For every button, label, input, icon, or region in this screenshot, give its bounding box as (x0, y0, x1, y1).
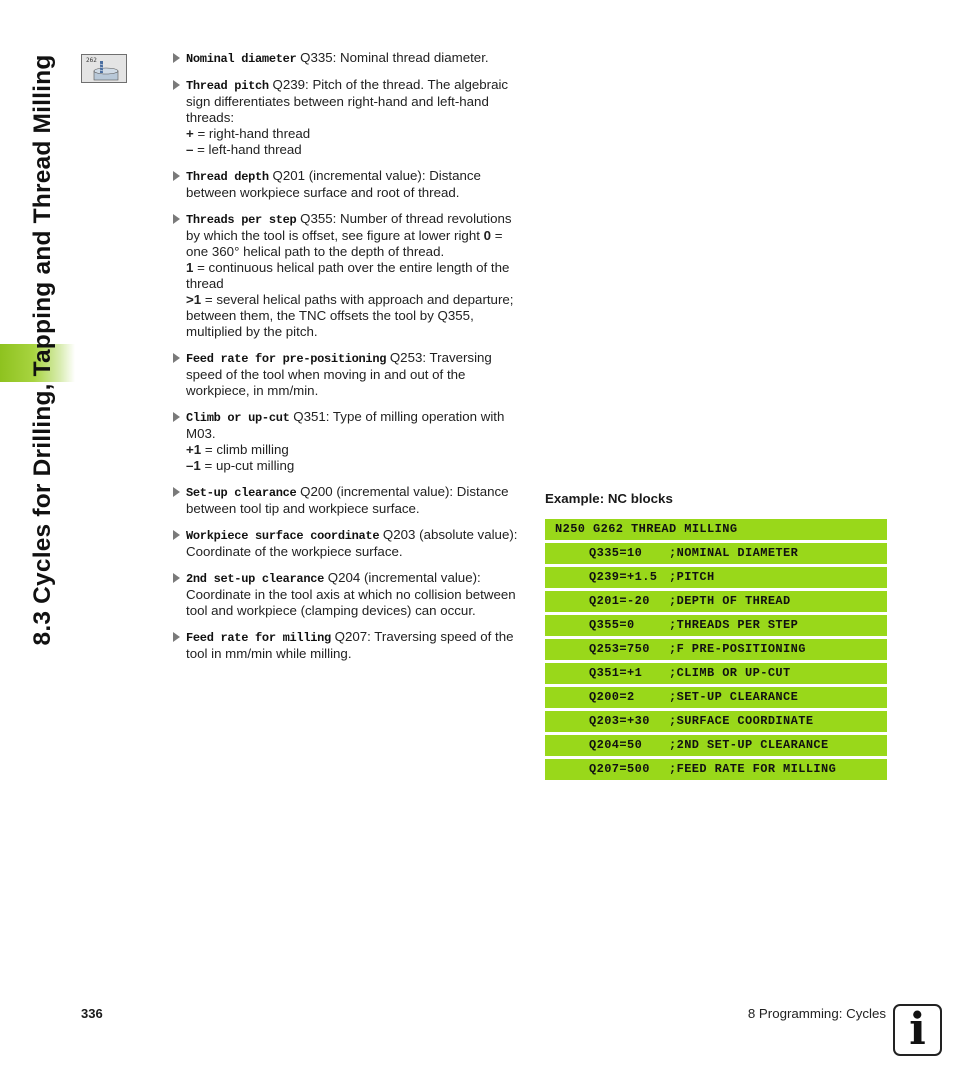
parameter-item (173, 77, 526, 158)
parameter-option (186, 458, 526, 474)
nc-param: Q351=+1 (589, 666, 643, 680)
nc-param: Q203=+30 (589, 714, 650, 728)
parameter-option (186, 442, 526, 458)
bullet-arrow-icon (173, 171, 180, 181)
page-number: 336 (81, 1006, 103, 1021)
parameter-item (173, 350, 526, 399)
option-value: – (186, 142, 194, 157)
nc-header-text: N250 G262 THREAD MILLING (555, 522, 738, 536)
nc-param: Q201=-20 (589, 594, 650, 608)
bullet-arrow-icon (173, 487, 180, 497)
parameter-list (173, 50, 526, 672)
nc-block-list (545, 519, 887, 783)
parameter-item (173, 527, 526, 560)
nc-block-row (545, 543, 887, 564)
nc-comment: ;FEED RATE FOR MILLING (669, 762, 837, 776)
parameter-option (186, 292, 526, 340)
bullet-arrow-icon (173, 214, 180, 224)
nc-block-row (545, 687, 887, 708)
parameter-name: Nominal diameter (186, 52, 297, 66)
parameter-name: Feed rate for milling (186, 631, 331, 645)
nc-header-row (545, 519, 887, 540)
nc-block-row (545, 663, 887, 684)
parameter-option (186, 126, 526, 142)
bullet-arrow-icon (173, 80, 180, 90)
nc-block-row (545, 615, 887, 636)
parameter-option (186, 142, 526, 158)
nc-block-row (545, 639, 887, 660)
bullet-arrow-icon (173, 412, 180, 422)
nc-param: Q355=0 (589, 618, 635, 632)
parameter-description: Q207: Traversing speed of the tool in mm/min while milling. (186, 629, 514, 661)
bullet-arrow-icon (173, 573, 180, 583)
option-value: + (186, 126, 194, 141)
thread-milling-icon (82, 55, 126, 82)
parameter-description: Q203 (absolute value): Coordinate of the workpiece surface. (186, 527, 518, 559)
bullet-arrow-icon (173, 632, 180, 642)
chapter-title: 8.3 Cycles for Drilling, Tapping and Thread Milling (29, 54, 56, 646)
nc-comment: ;NOMINAL DIAMETER (669, 546, 799, 560)
chapter-title-wrap (26, 30, 60, 670)
parameter-item (173, 629, 526, 662)
nc-comment: ;F PRE-POSITIONING (669, 642, 806, 656)
parameter-description: Q335: Nominal thread diameter. (296, 50, 489, 65)
option-value: +1 (186, 442, 202, 457)
option-text: = continuous helical path over the entire length of the thread (186, 260, 510, 291)
parameter-item (173, 50, 526, 67)
nc-param: Q253=750 (589, 642, 650, 656)
nc-block-row (545, 711, 887, 732)
cycle-icon-label: 262 (86, 57, 97, 64)
parameter-description: Q239: Pitch of the thread. The algebraic sign differentiates between right-hand and left-hand threads: (186, 77, 509, 125)
parameter-item (173, 484, 526, 517)
parameter-name: Thread pitch (186, 79, 269, 93)
parameter-name: Workpiece surface coordinate (186, 529, 380, 543)
parameter-name: Threads per step (186, 213, 297, 227)
nc-comment: ;PITCH (669, 570, 715, 584)
parameter-name: Thread depth (186, 170, 269, 184)
option-text: = right-hand thread (193, 126, 311, 141)
nc-block-row (545, 759, 887, 780)
parameter-description: Q351: Type of milling operation with M03. (186, 409, 505, 441)
nc-comment: ;DEPTH OF THREAD (669, 594, 791, 608)
nc-param: Q207=500 (589, 762, 650, 776)
parameter-description: Q200 (incremental value): Distance between tool tip and workpiece surface. (186, 484, 509, 516)
nc-param: Q200=2 (589, 690, 635, 704)
parameter-item (173, 211, 526, 340)
nc-comment: ;THREADS PER STEP (669, 618, 799, 632)
option-value: >1 (186, 292, 202, 307)
option-text: = climb milling (201, 442, 289, 457)
info-icon (893, 1004, 942, 1056)
nc-comment: ;SURFACE COORDINATE (669, 714, 814, 728)
parameter-name: Feed rate for pre-positioning (186, 352, 387, 366)
footer-section: 8 Programming: Cycles (747, 1006, 886, 1021)
option-text: = several helical paths with approach and departure; between them, the TNC offsets the tool by Q355, multiplied by the pitch. (186, 292, 514, 339)
parameter-description-cont: = one 360° helical path to the depth of thread. (186, 228, 503, 259)
option-value: –1 (186, 458, 201, 473)
bullet-arrow-icon (173, 353, 180, 363)
nc-param: Q204=50 (589, 738, 643, 752)
nc-block-row (545, 567, 887, 588)
nc-comment: ;SET-UP CLEARANCE (669, 690, 799, 704)
cycle-262-icon (81, 54, 127, 83)
parameter-item (173, 168, 526, 201)
parameter-value: 0 (483, 228, 492, 243)
nc-block-row (545, 735, 887, 756)
parameter-name: 2nd set-up clearance (186, 572, 325, 586)
nc-param: Q335=10 (589, 546, 643, 560)
bullet-arrow-icon (173, 530, 180, 540)
parameter-option (186, 260, 526, 292)
parameter-description: Q355: Number of thread revolutions by which the tool is offset, see figure at lower right (186, 211, 512, 243)
parameter-description: Q204 (incremental value): Coordinate in the tool axis at which no collision between tool and workpiece (clamping devices) can occur. (186, 570, 516, 618)
option-value: 1 (186, 260, 194, 275)
example-title: Example: NC blocks (545, 491, 673, 506)
parameter-item (173, 570, 526, 619)
nc-param: Q239=+1.5 (589, 570, 658, 584)
option-text: = left-hand thread (193, 142, 302, 157)
info-glyph: i (909, 1004, 926, 1055)
parameter-name: Climb or up-cut (186, 411, 290, 425)
nc-comment: ;2ND SET-UP CLEARANCE (669, 738, 829, 752)
parameter-item (173, 409, 526, 474)
parameter-description: Q253: Traversing speed of the tool when moving in and out of the workpiece, in mm/min. (186, 350, 492, 398)
parameter-description: Q201 (incremental value): Distance between workpiece surface and root of thread. (186, 168, 481, 200)
option-text: = up-cut milling (200, 458, 295, 473)
nc-block-row (545, 591, 887, 612)
parameter-name: Set-up clearance (186, 486, 297, 500)
nc-comment: ;CLIMB OR UP-CUT (669, 666, 791, 680)
bullet-arrow-icon (173, 53, 180, 63)
